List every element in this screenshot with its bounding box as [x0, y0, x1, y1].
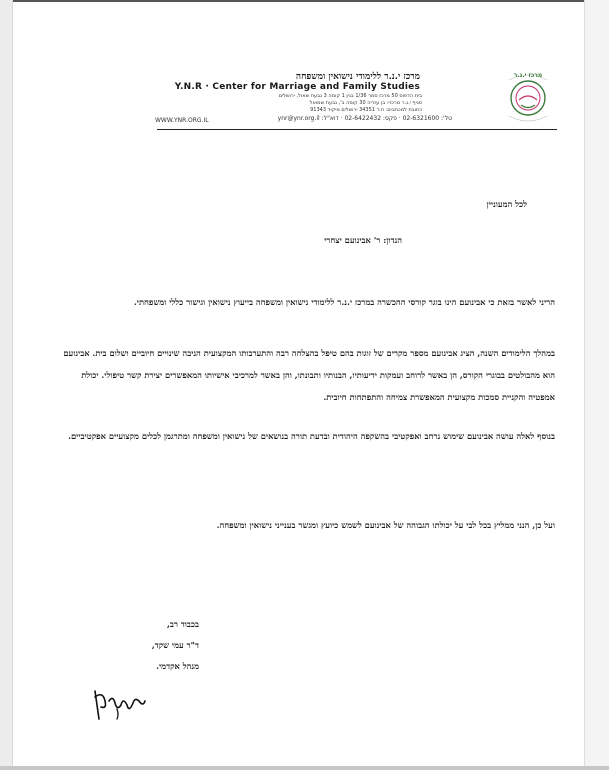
subject-line: הנדון: ר' אבינועם יצחרי: [324, 235, 402, 245]
signer-title: מנהל אקדמי.: [156, 661, 199, 671]
address-line-3: כתובת למכתבים: ת.ד 34351 ירושלים מיקוד 91343: [310, 107, 422, 113]
closing-greeting: בכבוד רב,: [166, 619, 199, 629]
org-name-english: Y.N.R · Center for Marriage and Family Studies: [174, 82, 420, 92]
body-paragraph-3: בנוסף לאלה עושה אבינועם שימוש נרחב ואפקטיבי בהשקפה היהודית ובדעת תורה בנושאים של נישואין ומשפחה ומתרגמן לכלים מקצועיים אפקטיביים.: [68, 431, 555, 441]
address-line-2: סניף י.נ.ר מרכזי: בן עזריה 30 קומה ב', גבעת שמואל: [309, 100, 422, 106]
body-paragraph-2: במהלך הלימודים השנה, הציג אבינועם מספר מקרים של זוגות בהם טיפל בהצלחה רבה והתערבותו המקצועית הניבה שינויים חיוביים ושלום בית. אבינועם הוא מהבולטים בבוגרי הקורס, הן באשר לרוחב ועמקות ידיעותיו, הבנותיו ותבונתו, והן באשר למרכיבי אישיותו המאפשרים יצירת קשר טיפולי. יכולת אמפטיה והקניית סמכות מקצועית המאפשרת צמיחה והתפתחות חיובית.: [63, 348, 555, 402]
logo-text: מרכז י.נ.ר: [513, 72, 543, 79]
signer-name: ד"ר עמי שקד,: [151, 640, 199, 650]
closing-block: [152, 614, 199, 677]
body-paragraph-4: ועל כן, הנני ממליץ בכל לבי על יכולתו הגבוהה של אבינועם לשמש כיועץ ומגשר בענייני נישואין ומשפחה.: [216, 520, 555, 530]
handwritten-signature-icon: [91, 683, 149, 723]
body-paragraph-1: הריני לאשר בזאת כי אבינועם הינו בוגר קורסי ההכשרה במרכז י.נ.ר ללימודי נישואין ומשפחה בייעוץ נישואין וגישור כללי ומשפחתי.: [133, 297, 555, 307]
website-link[interactable]: WWW.YNR.ORG.IL: [155, 117, 209, 124]
viewer-bottom-margin: [0, 766, 609, 770]
viewer-left-margin: [0, 0, 13, 770]
viewer-right-margin: [584, 0, 609, 770]
organization-logo-icon: [497, 70, 557, 126]
address-line-1: בית הדפוס 50 מרכז סמר 1/36 בנין 1 קומה 3 גבעת שאול, ירושלים: [278, 93, 422, 99]
contact-line: טל': 02-6321600 · פקס: 02-6422432 · דוא"ל: ynr@ynr.org.il: [277, 115, 452, 122]
letterhead-divider: [157, 129, 557, 130]
org-name-hebrew: מרכז י.נ.ר ללימודי נישואין ומשפחה: [295, 72, 420, 82]
salutation: לכל המעוניין: [486, 199, 527, 209]
